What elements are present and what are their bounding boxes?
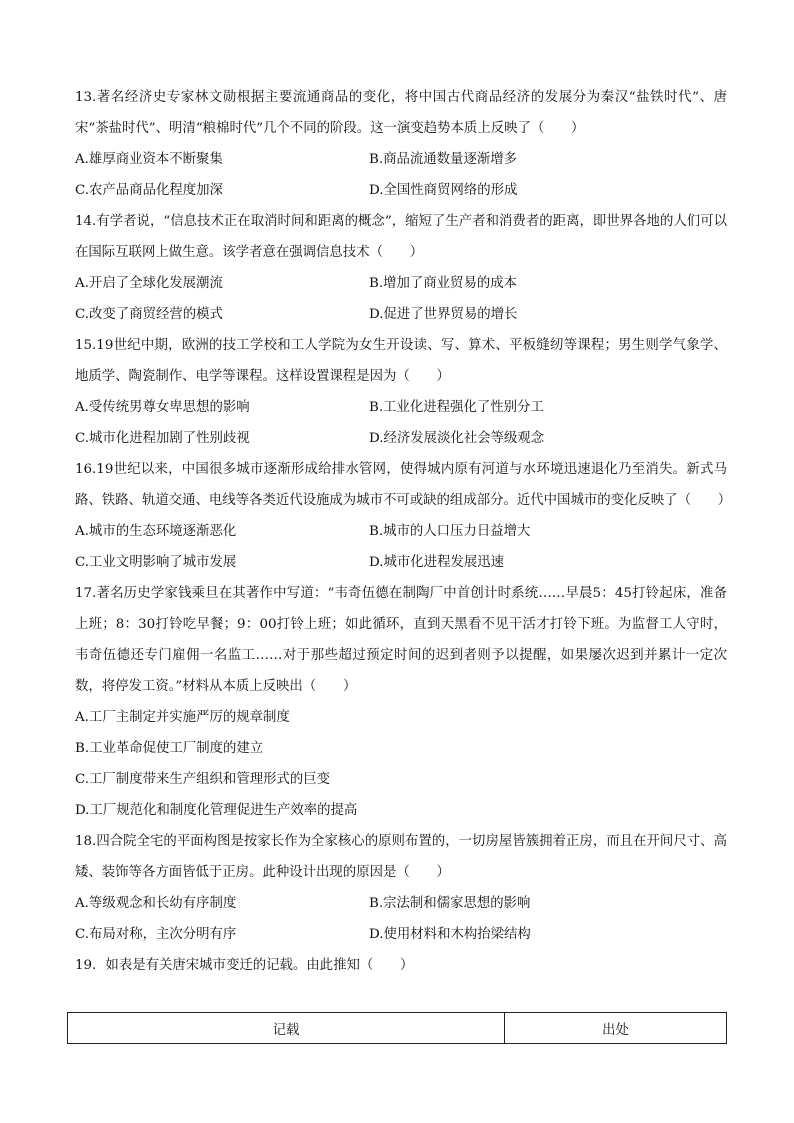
table-header-row — [68, 1013, 727, 1044]
question-stem: 16.19世纪以来，中国很多城市逐渐形成给排水管网，使得城内原有河道与水环境迅速退化乃至消失。新式马路、铁路、轨道交通、电线等各类近代设施成为城市不可或缺的组成部分。近代中国城市的变化反映了（ ） — [75, 462, 732, 508]
options — [75, 392, 727, 454]
records-table — [67, 1012, 727, 1044]
question-19 — [75, 950, 727, 981]
question-17 — [75, 578, 727, 826]
options — [75, 268, 727, 330]
option-b[interactable]: B.增加了商业贸易的成本 — [369, 276, 518, 291]
option-b[interactable]: B.工业革命促使工厂制度的建立 — [75, 741, 264, 756]
options — [75, 888, 727, 950]
option-c[interactable]: C.布局对称，主次分明有序 — [75, 927, 237, 942]
question-15 — [75, 330, 727, 454]
options — [75, 516, 727, 578]
table-header-record: 记载 — [68, 1013, 505, 1044]
question-16 — [75, 454, 732, 578]
option-c[interactable]: C.城市化进程加剧了性别歧视 — [75, 431, 250, 446]
option-a[interactable]: A.城市的生态环境逐渐恶化 — [75, 524, 237, 539]
option-a[interactable]: A.雄厚商业资本不断聚集 — [75, 152, 223, 167]
option-b[interactable]: B.城市的人口压力日益增大 — [369, 524, 531, 539]
question-stem: 18.四合院全宅的平面构图是按家长作为全家核心的原则布置的，一切房屋皆簇拥着正房，而且在开间尺寸、高矮、装饰等各方面皆低于正房。此种设计出现的原因是（ ） — [75, 834, 727, 880]
question-stem: 15.19世纪中期，欧洲的技工学校和工人学院为女生开设读、写、算术、平板缝纫等课程；男生则学气象学、地质学、陶瓷制作、电学等课程。这样设置课程是因为（ ） — [75, 338, 727, 384]
option-d[interactable]: D.工厂规范化和制度化管理促进生产效率的提高 — [75, 803, 358, 818]
option-d[interactable]: D.城市化进程发展迅速 — [369, 555, 505, 570]
option-a[interactable]: A.受传统男尊女卑思想的影响 — [75, 400, 250, 415]
option-d[interactable]: D.促进了世界贸易的增长 — [369, 307, 518, 322]
question-stem: 14.有学者说，“信息技术正在取消时间和距离的概念”，缩短了生产者和消费者的距离，即世界各地的人们可以在国际互联网上做生意。该学者意在强调信息技术（ ） — [75, 214, 727, 260]
option-a[interactable]: A.等级观念和长幼有序制度 — [75, 896, 237, 911]
question-stem: 17.著名历史学家钱乘旦在其著作中写道：“韦奇伍德在制陶厂中首创计时系统……早晨5：45打铃起床，准备上班；8：30打铃吃早餐；9：00打铃上班；如此循环，直到天黑看不见干活才打铃下班。为监督工人守时，韦奇伍德还专门雇佣一名监工……对于那些超过预定时间的迟到者则予以提醒，如果屡次迟到并累计一定次数，将停发工资。”材料从本质上反映出（ ） — [75, 586, 727, 694]
option-c[interactable]: C.工业文明影响了城市发展 — [75, 555, 237, 570]
option-c[interactable]: C.农产品商品化程度加深 — [75, 183, 223, 198]
question-list — [75, 82, 732, 981]
option-a[interactable]: A.开启了全球化发展潮流 — [75, 276, 223, 291]
question-stem: 13.著名经济史专家林文勋根据主要流通商品的变化，将中国古代商品经济的发展分为秦汉“盐铁时代”、唐宋“茶盐时代”、明清“粮棉时代”几个不同的阶段。这一演变趋势本质上反映了（ ） — [75, 90, 727, 136]
question-14 — [75, 206, 727, 330]
table-header-source: 出处 — [505, 1013, 727, 1044]
option-b[interactable]: B.工业化进程强化了性别分工 — [369, 400, 544, 415]
option-d[interactable]: D.经济发展淡化社会等级观念 — [369, 431, 545, 446]
option-d[interactable]: D.全国性商贸网络的形成 — [369, 183, 518, 198]
option-b[interactable]: B.商品流通数量逐渐增多 — [369, 152, 518, 167]
options — [75, 702, 727, 826]
option-c[interactable]: C.工厂制度带来生产组织和管理形式的巨变 — [75, 772, 331, 787]
option-a[interactable]: A.工厂主制定并实施严厉的规章制度 — [75, 710, 290, 725]
option-c[interactable]: C.改变了商贸经营的模式 — [75, 307, 223, 322]
option-d[interactable]: D.使用材料和木构抬梁结构 — [369, 927, 531, 942]
options — [75, 144, 727, 206]
question-13 — [75, 82, 727, 206]
option-b[interactable]: B.宗法制和儒家思想的影响 — [369, 896, 531, 911]
question-18 — [75, 826, 727, 950]
question-stem: 19．如表是有关唐宋城市变迁的记载。由此推知（ ） — [75, 958, 414, 973]
